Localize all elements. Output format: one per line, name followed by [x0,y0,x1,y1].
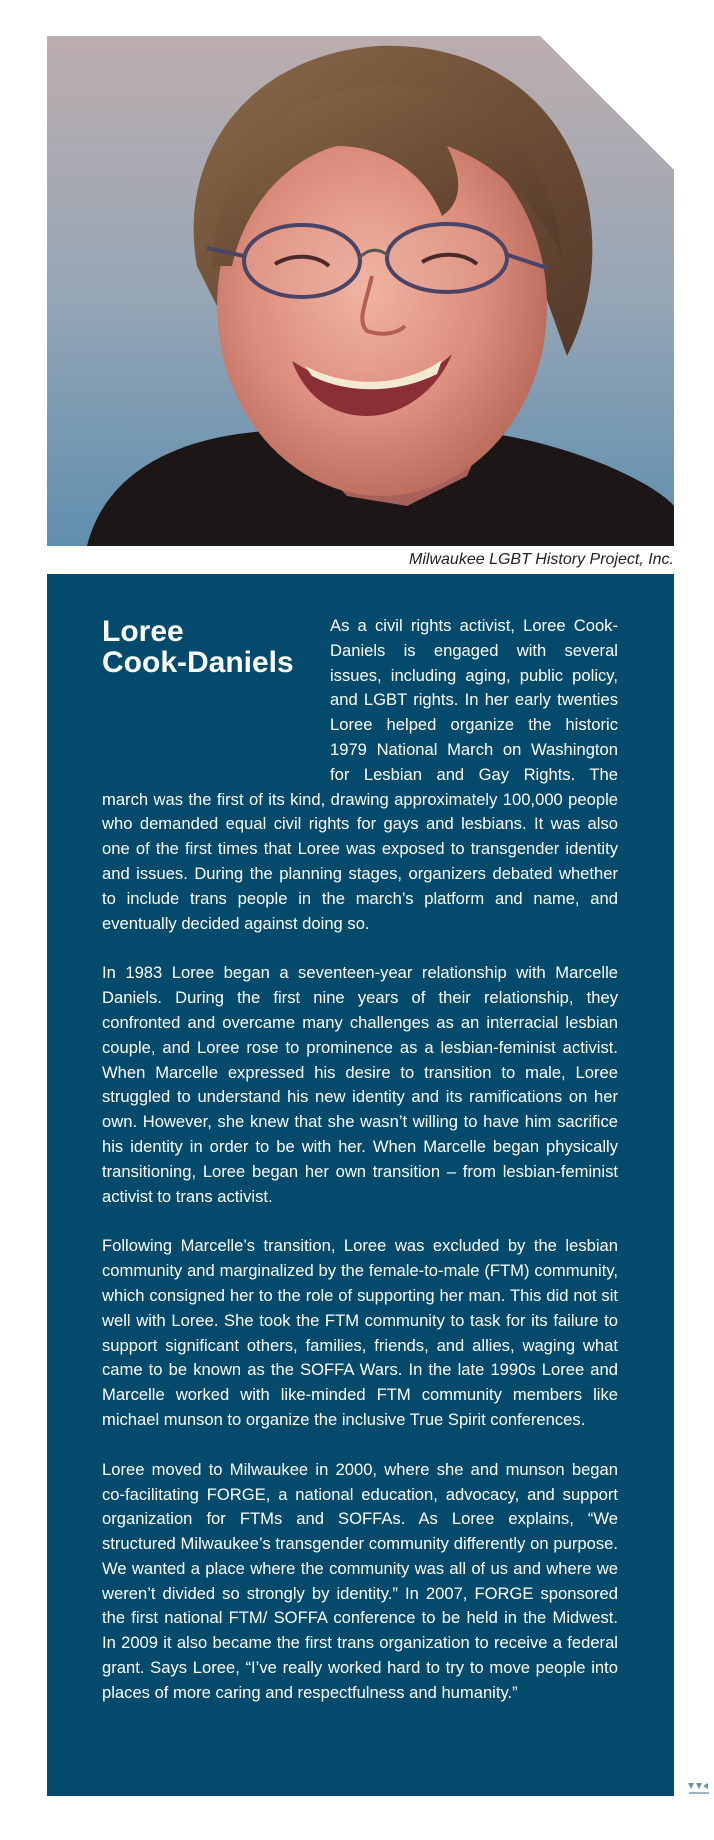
person-name [102,616,330,786]
bio-paragraph-3: Following Marcelle’s transition, Loree was excluded by the lesbian community and marginalized by the female-to-male (FTM) community, which consigned her to the role of supporting her man. This did not sit well with Loree. She took the FTM community to task for its failure to support significant others, families, friends, and allies, waging what came to be known as the SOFFA Wars. In the late 1990s Loree and Marcelle worked with like-minded FTM community members like michael munson to organize the inclusive True Spirit conferences. [102,1236,618,1429]
bio-paragraph-2: In 1983 Loree began a seventeen-year relationship with Marcelle Daniels. During the first nine years of their relationship, they confronted and overcame many challenges as an interracial lesbian couple, and Loree rose to prominence as a lesbian-feminist activist. When Marcelle expressed his desire to transition to male, Loree struggled to understand his new identity and its ramifications on her own. However, she knew that she wasn’t willing to have him sacrifice his identity in order to be with her. When Marcelle began physically transitioning, Loree began her own transition – from lesbian-feminist activist to trans activist. [102,963,618,1206]
name-first: Loree [102,615,184,648]
photo-credit: Milwaukee LGBT History Project, Inc. [409,551,674,568]
biography-panel [47,574,674,1796]
biography-text [102,614,618,1731]
name-last: Cook-Daniels [102,646,294,679]
small-logo-mark-icon [686,1780,712,1798]
portrait-photo [47,36,674,546]
bio-paragraph-4: Loree moved to Milwaukee in 2000, where she and munson began co-facilitating FORGE, a national education, advocacy, and support organization for FTMs and SOFFAs. As Loree explains, “We structured Milwaukee’s transgender community differently on purpose. We wanted a place where the community was all of us and where we weren’t divided so strongly by identity.” In 2007, FORGE sponsored the first national FTM/ SOFFA conference to be held in the Midwest. In 2009 it also became the first trans organization to receive a federal grant. Says Loree, “I’ve really worked hard to try to move people into places of more caring and respectfulness and humanity.” [102,1459,618,1702]
bio-paragraph-1: As a civil rights activist, Loree Cook-Daniels is engaged with several issues, including aging, public policy, and LGBT rights. In her early twenties Loree helped organize the historic 1979 National March on Washington for Lesbian and Gay Rights. The march was the first of its kind, drawing approximately 100,000 people who demanded equal civil rights for gays and lesbians. It was also one of the first times that Loree was exposed to transgender identity and issues. During the planning stages, organizers debated whether to include trans people in the march’s platform and name, and eventually decided against doing so. [102,616,618,933]
